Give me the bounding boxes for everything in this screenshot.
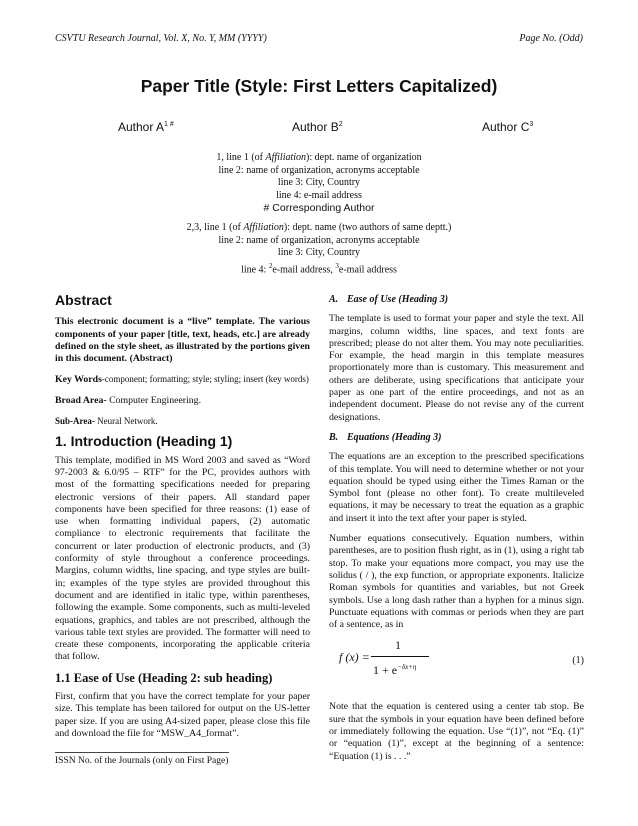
- header-journal: CSVTU Research Journal, Vol. X, No. Y, MM (YYYY): [55, 33, 267, 44]
- keywords: Key Words-component; formatting; style; styling; insert (key words): [55, 374, 309, 386]
- left-column: [55, 294, 310, 748]
- heading-3-ease-of-use: A. Ease of Use (Heading 3): [329, 294, 449, 305]
- affiliation-2: 2,3, line 1 (of Affiliation): dept. name (two authors of same deptt.) line 2: name of organization, acronyms acceptable line 3: City, Country line 4: $^2$e-mail address, $^3$e-mail address: [186, 222, 452, 275]
- fraction-bar: [371, 656, 429, 657]
- subheading-text: First, confirm that you have the correct template for your paper size. This template has been tailored for output on the US-letter paper size. If you are using A4-sized paper, please close this file and download the file for “MSW_A4_format”.: [55, 691, 310, 739]
- ease-of-use-text: The template is used to format your paper and style the text. All margins, column widths, line spaces, and text fonts are prescribed; please do not alter them. You may note peculiarities. For example, the head margin in this template measures proportionately more than is customary. This measurement and others are deliberate, using specifications that anticipate your paper as one part of the entire proceedings, and not as an independent document. Please do not revise any of the current designations.: [329, 313, 584, 423]
- heading-3-equations: B. Equations (Heading 3): [329, 431, 442, 443]
- after-equation-text: Note that the equation is centered using a center tab stop. Be sure that the symbols in your equation have been defined before or immediately following the equation. Use “(1)”, not “Eq. (1)” or “equation (1)”, except at the beginning of a sentence: “Equation (1) is . . .”: [329, 701, 584, 762]
- equations-text: The equations are an exception to the prescribed specifications of this template. You will need to determine whether or not your equation should be typed using either the Times Raman or the Symbol font (please no other font). To create multileveled equations, it may be necessary to treat the equation as a graphic and insert it into the text after your paper is styled.: [329, 451, 584, 524]
- header-page-number: Page No. (Odd): [519, 33, 583, 44]
- right-column: [329, 294, 584, 771]
- subheading-ease-of-use: 1.1 Ease of Use (Heading 2: sub heading): [55, 670, 273, 685]
- introduction-heading: 1. Introduction (Heading 1): [55, 433, 233, 450]
- author-a: Author $A^{1 \#}$: [118, 120, 174, 134]
- author-b: Author $B^2$: [292, 120, 343, 134]
- equations-text-2: Number equations consecutively. Equation numbers, within parentheses, are to position flush right, as in (1), using a right tab stop. To make your equations more compact, you may use the solidus ( / ), the exp function, or appropriate exponents. Italicize Roman symbols for quantities and variables, but not Greek symbols. Use a long dash rather than a hyphen for a minus sign. Punctuate equations with commas or periods when they are part of a sentence, as in: [329, 533, 584, 631]
- introduction-text: This template, modified in MS Word 2003 and saved as “Word 97-2003 & 6.0/95 – RTF” for the PC, provides authors with most of the formatting specifications needed for preparing electronic versions of their papers. All standard paper components have been specified for three reasons: (1) ease of use when formatting individual papers, (2) automatic compliance to electronic requirements that facilitate the concurrent or later production of electronic products, and (3) conformity of style throughout a conference proceedings. Margins, column widths, line spacing, and type styles are built-in; examples of the type styles are provided throughout this document and are identified in italic type, within parentheses, following the example. Some components, such as multi-leveled equations, graphics, and tables are not prescribed, although the various table text styles are provided. The formatter will need to create these components, incorporating the applicable criteria that follow.: [55, 454, 310, 663]
- affiliation-1: 1, line 1 (of Affiliation): dept. name of organization line 2: name of organization, acronyms acceptable line 3: City, Country line 4: e-mail address # Corresponding Author: [0, 152, 638, 215]
- abstract-heading: Abstract: [55, 292, 112, 308]
- equation-1: [329, 639, 584, 691]
- footnote-rule: [55, 752, 229, 753]
- corresponding-author-note: # Corresponding Author: [263, 202, 375, 214]
- paper-title: Paper Title (Style: First Letters Capitalized): [140, 76, 498, 96]
- sub-area: Sub-Area- Neural Network.: [55, 416, 158, 427]
- running-header: [55, 33, 583, 44]
- equation-number: (1): [572, 655, 584, 667]
- equation-lhs: f (x) =: [339, 650, 370, 665]
- abstract-text: This electronic document is a “live” template. The various components of your paper [title, text, heads, etc.] are already defined on the style sheet, as illustrated by the portions given in this document. (Abstract): [55, 316, 310, 365]
- equation-numerator: 1: [395, 638, 401, 653]
- author-c: Author $C^3$: [482, 120, 534, 134]
- equation-denominator: $1 + e^{-\delta x+\eta}$: [373, 663, 417, 678]
- broad-area: Broad Area- Computer Engineering.: [55, 394, 202, 406]
- footnote-issn: ISSN No. of the Journals (only on First Page): [55, 756, 229, 766]
